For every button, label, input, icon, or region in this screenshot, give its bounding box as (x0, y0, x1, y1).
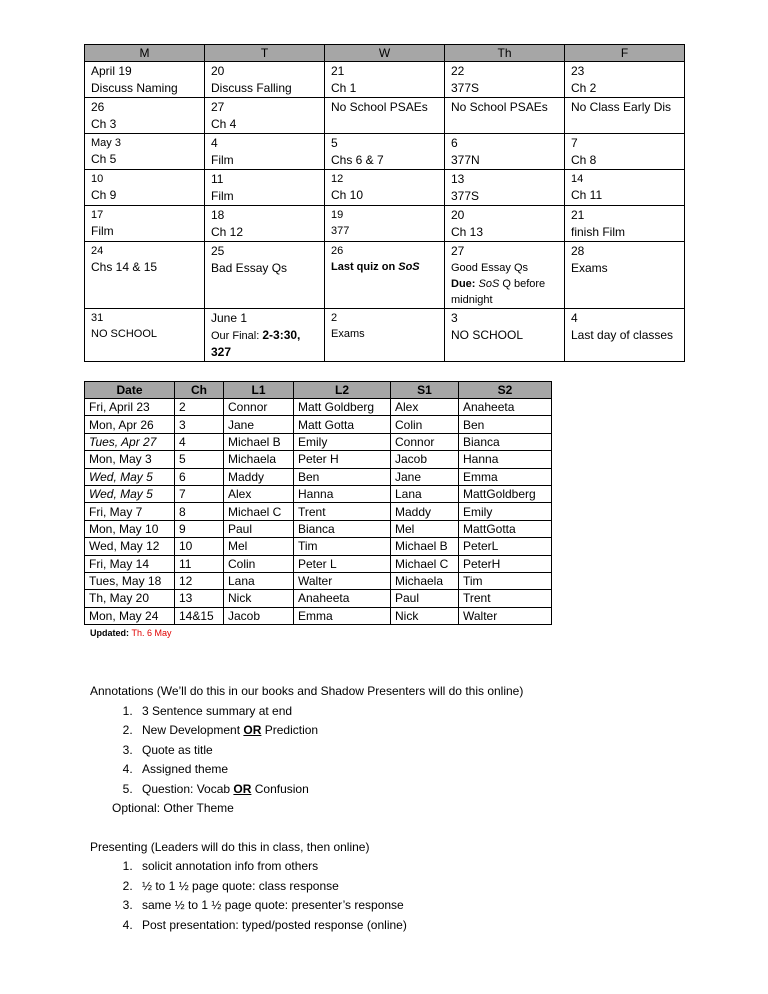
presenting-heading: Presenting (Leaders will do this in class, then online) (90, 839, 370, 854)
updated-label: Updated: (90, 628, 129, 638)
table-cell: Michael B (224, 433, 294, 450)
table-cell: Jacob (391, 451, 459, 468)
annotations-list (90, 702, 523, 800)
table-cell: Jacob (224, 607, 294, 624)
schedule-header: L1 (224, 382, 294, 399)
calendar-header-row (85, 45, 685, 62)
list-item: 2. ½ to 1 ½ page quote: class response (136, 877, 523, 897)
table-cell: Connor (391, 433, 459, 450)
table-cell: Walter (294, 572, 391, 589)
calendar-header: T (205, 45, 325, 62)
table-cell: Nick (391, 607, 459, 624)
table-cell: Wed, May 5 (85, 468, 175, 485)
calendar-week (85, 206, 685, 242)
table-cell: 8 (175, 503, 224, 520)
list-item: 5. Question: Vocab OR Confusion (136, 780, 523, 800)
table-cell: MattGotta (459, 520, 552, 537)
table-row (85, 572, 552, 589)
schedule-header: S2 (459, 382, 552, 399)
table-cell: 2 (175, 399, 224, 416)
table-row (85, 468, 552, 485)
table-cell: Mon, Apr 26 (85, 416, 175, 433)
table-row (85, 485, 552, 502)
table-cell: 5 (175, 451, 224, 468)
table-cell: Hanna (294, 485, 391, 502)
schedule-header-row (85, 382, 552, 399)
table-cell: 10 (175, 538, 224, 555)
table-cell: Matt Goldberg (294, 399, 391, 416)
table-cell: Paul (391, 590, 459, 607)
calendar-week (85, 170, 685, 206)
list-item: 4. Assigned theme (136, 760, 523, 780)
table-row (85, 520, 552, 537)
calendar-cell: 21 finish Film (565, 206, 685, 242)
calendar-cell: 12 Ch 10 (325, 170, 445, 206)
calendar-cell: 10 Ch 9 (85, 170, 205, 206)
table-row (85, 590, 552, 607)
schedule-header: L2 (294, 382, 391, 399)
presenter-schedule-table (84, 381, 552, 625)
table-cell: Tues, May 18 (85, 572, 175, 589)
table-cell: Mel (391, 520, 459, 537)
calendar-cell: 6 377N (445, 134, 565, 170)
updated-date: Th. 6 May (131, 628, 172, 638)
table-cell: Wed, May 12 (85, 538, 175, 555)
table-row (85, 607, 552, 624)
table-cell: Tues, Apr 27 (85, 433, 175, 450)
calendar-cell: 23 Ch 2 (565, 62, 685, 98)
table-cell: 9 (175, 520, 224, 537)
table-cell: Trent (294, 503, 391, 520)
table-cell: Ben (294, 468, 391, 485)
table-row (85, 433, 552, 450)
calendar-cell: 22 377S (445, 62, 565, 98)
table-cell: Mon, May 24 (85, 607, 175, 624)
schedule-header: Date (85, 382, 175, 399)
calendar-week (85, 62, 685, 98)
list-item: 2. New Development OR Prediction (136, 721, 523, 741)
table-cell: Mon, May 10 (85, 520, 175, 537)
calendar-cell: 13 377S (445, 170, 565, 206)
calendar-header: W (325, 45, 445, 62)
calendar-cell: 25 Bad Essay Qs (205, 242, 325, 309)
calendar-week (85, 98, 685, 134)
calendar-week (85, 309, 685, 362)
table-cell: Nick (224, 590, 294, 607)
calendar-cell: 26 Last quiz on SoS (325, 242, 445, 309)
list-item: 3. Quote as title (136, 741, 523, 761)
updated-note (90, 628, 172, 638)
annotations-optional: Optional: Other Theme (112, 801, 234, 815)
annotations-heading: Annotations (We’ll do this in our books and Shadow Presenters will do this online) (90, 684, 524, 698)
list-item: 1. solicit annotation info from others (136, 857, 523, 877)
table-cell: MattGoldberg (459, 485, 552, 502)
table-cell: Mon, May 3 (85, 451, 175, 468)
calendar-cell: April 19 Discuss Naming (85, 62, 205, 98)
calendar-cell: No School PSAEs (445, 98, 565, 134)
calendar-cell: 19 377 (325, 206, 445, 242)
table-cell: PeterL (459, 538, 552, 555)
table-cell: Colin (224, 555, 294, 572)
calendar-cell: 21 Ch 1 (325, 62, 445, 98)
table-cell: Connor (224, 399, 294, 416)
table-cell: Paul (224, 520, 294, 537)
table-row (85, 503, 552, 520)
table-cell: Colin (391, 416, 459, 433)
calendar-cell: 31 NO SCHOOL (85, 309, 205, 362)
table-cell: Alex (224, 485, 294, 502)
table-cell: Anaheeta (459, 399, 552, 416)
instructions (90, 682, 523, 935)
calendar-cell: 24 Chs 14 & 15 (85, 242, 205, 309)
calendar-cell: 27 Ch 4 (205, 98, 325, 134)
table-cell: Emily (459, 503, 552, 520)
table-cell: Emily (294, 433, 391, 450)
table-cell: PeterH (459, 555, 552, 572)
calendar-cell: 26 Ch 3 (85, 98, 205, 134)
table-cell: Trent (459, 590, 552, 607)
table-cell: Mel (224, 538, 294, 555)
table-cell: Bianca (294, 520, 391, 537)
list-item: 4. Post presentation: typed/posted response (online) (136, 916, 523, 936)
table-cell: Jane (224, 416, 294, 433)
calendar-header: Th (445, 45, 565, 62)
table-cell: Wed, May 5 (85, 485, 175, 502)
calendar-header: M (85, 45, 205, 62)
calendar-cell: May 3 Ch 5 (85, 134, 205, 170)
table-cell: 7 (175, 485, 224, 502)
calendar-cell: No Class Early Dis (565, 98, 685, 134)
table-cell: Lana (391, 485, 459, 502)
presenting-list (90, 857, 523, 935)
calendar-header: F (565, 45, 685, 62)
calendar-cell: 20 Ch 13 (445, 206, 565, 242)
calendar-cell: 17 Film (85, 206, 205, 242)
schedule-header: Ch (175, 382, 224, 399)
table-cell: Anaheeta (294, 590, 391, 607)
table-cell: Bianca (459, 433, 552, 450)
table-cell: Michaela (224, 451, 294, 468)
calendar-cell: 2 Exams (325, 309, 445, 362)
calendar-cell: 4 Film (205, 134, 325, 170)
table-cell: Emma (459, 468, 552, 485)
table-row (85, 399, 552, 416)
table-cell: Peter L (294, 555, 391, 572)
table-row (85, 555, 552, 572)
table-cell: Lana (224, 572, 294, 589)
table-row (85, 451, 552, 468)
calendar-cell: 27 Good Essay Qs Due: SoS Q before midnight (445, 242, 565, 309)
table-cell: 6 (175, 468, 224, 485)
table-cell: Matt Gotta (294, 416, 391, 433)
table-cell: 12 (175, 572, 224, 589)
calendar-cell: 28 Exams (565, 242, 685, 309)
table-row (85, 538, 552, 555)
table-cell: Maddy (224, 468, 294, 485)
table-cell: Fri, April 23 (85, 399, 175, 416)
calendar-week (85, 134, 685, 170)
table-cell: Michael B (391, 538, 459, 555)
table-cell: Walter (459, 607, 552, 624)
calendar-table (84, 44, 685, 362)
table-cell: Fri, May 14 (85, 555, 175, 572)
calendar-cell: 5 Chs 6 & 7 (325, 134, 445, 170)
list-item: 3. same ½ to 1 ½ page quote: presenter’s response (136, 896, 523, 916)
table-cell: Peter H (294, 451, 391, 468)
table-cell: Michael C (391, 555, 459, 572)
calendar-cell: June 1 Our Final: 2-3:30, 327 (205, 309, 325, 362)
table-cell: 3 (175, 416, 224, 433)
calendar-cell: 3 NO SCHOOL (445, 309, 565, 362)
calendar-cell: 14 Ch 11 (565, 170, 685, 206)
table-row (85, 416, 552, 433)
table-cell: 14&15 (175, 607, 224, 624)
calendar-cell: 11 Film (205, 170, 325, 206)
calendar-week (85, 242, 685, 309)
table-cell: Th, May 20 (85, 590, 175, 607)
calendar-cell: 4 Last day of classes (565, 309, 685, 362)
schedule-header: S1 (391, 382, 459, 399)
calendar-cell: 18 Ch 12 (205, 206, 325, 242)
table-cell: Tim (459, 572, 552, 589)
calendar-cell: 7 Ch 8 (565, 134, 685, 170)
table-cell: 13 (175, 590, 224, 607)
table-cell: Hanna (459, 451, 552, 468)
table-cell: Ben (459, 416, 552, 433)
table-cell: Maddy (391, 503, 459, 520)
schedule-body (85, 399, 552, 625)
table-cell: Jane (391, 468, 459, 485)
calendar-cell: 20 Discuss Falling (205, 62, 325, 98)
calendar-cell: No School PSAEs (325, 98, 445, 134)
table-cell: Emma (294, 607, 391, 624)
table-cell: Tim (294, 538, 391, 555)
table-cell: Michaela (391, 572, 459, 589)
table-cell: Michael C (224, 503, 294, 520)
list-item: 1. 3 Sentence summary at end (136, 702, 523, 722)
table-cell: 4 (175, 433, 224, 450)
table-cell: Fri, May 7 (85, 503, 175, 520)
table-cell: 11 (175, 555, 224, 572)
table-cell: Alex (391, 399, 459, 416)
